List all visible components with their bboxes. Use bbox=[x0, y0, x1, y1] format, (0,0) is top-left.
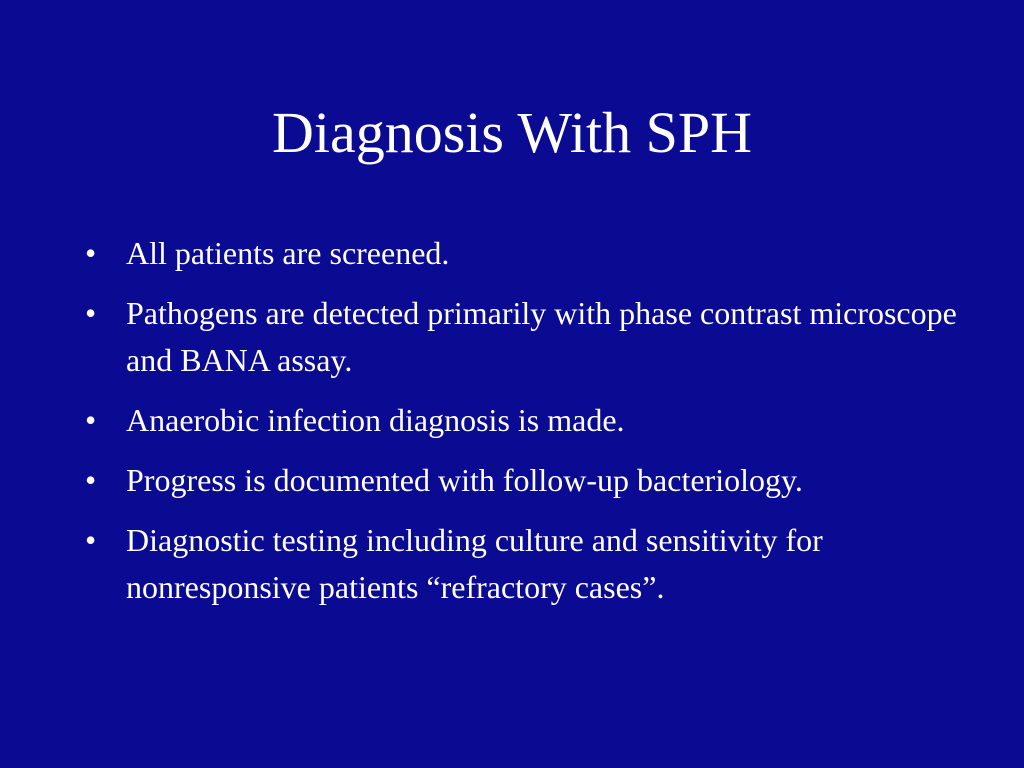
bullet-item-5 bbox=[85, 517, 965, 611]
bullet-item-4 bbox=[85, 457, 965, 504]
bullet-text-2: Pathogens are detected primarily with phase contrast microscope and BANA assay. bbox=[126, 295, 957, 378]
bullet-dot-icon: • bbox=[85, 402, 97, 438]
bullet-dot-icon: • bbox=[85, 462, 97, 498]
bullet-dot-icon: • bbox=[85, 235, 97, 271]
bullet-text-3: Anaerobic infection diagnosis is made. bbox=[126, 402, 625, 438]
bullet-text-5: Diagnostic testing including culture and sensitivity for nonresponsive patients “refractory cases”. bbox=[126, 522, 823, 605]
bullet-text-1: All patients are screened. bbox=[126, 235, 450, 271]
bullet-item-2 bbox=[85, 290, 965, 384]
slide-title: Diagnosis With SPH bbox=[271, 100, 752, 165]
bullet-item-3 bbox=[85, 397, 965, 444]
bullet-text-4: Progress is documented with follow-up bacteriology. bbox=[126, 462, 803, 498]
bullet-dot-icon: • bbox=[85, 522, 97, 558]
bullet-list bbox=[85, 230, 965, 624]
bullet-item-1 bbox=[85, 230, 965, 277]
bullet-dot-icon: • bbox=[85, 295, 97, 331]
